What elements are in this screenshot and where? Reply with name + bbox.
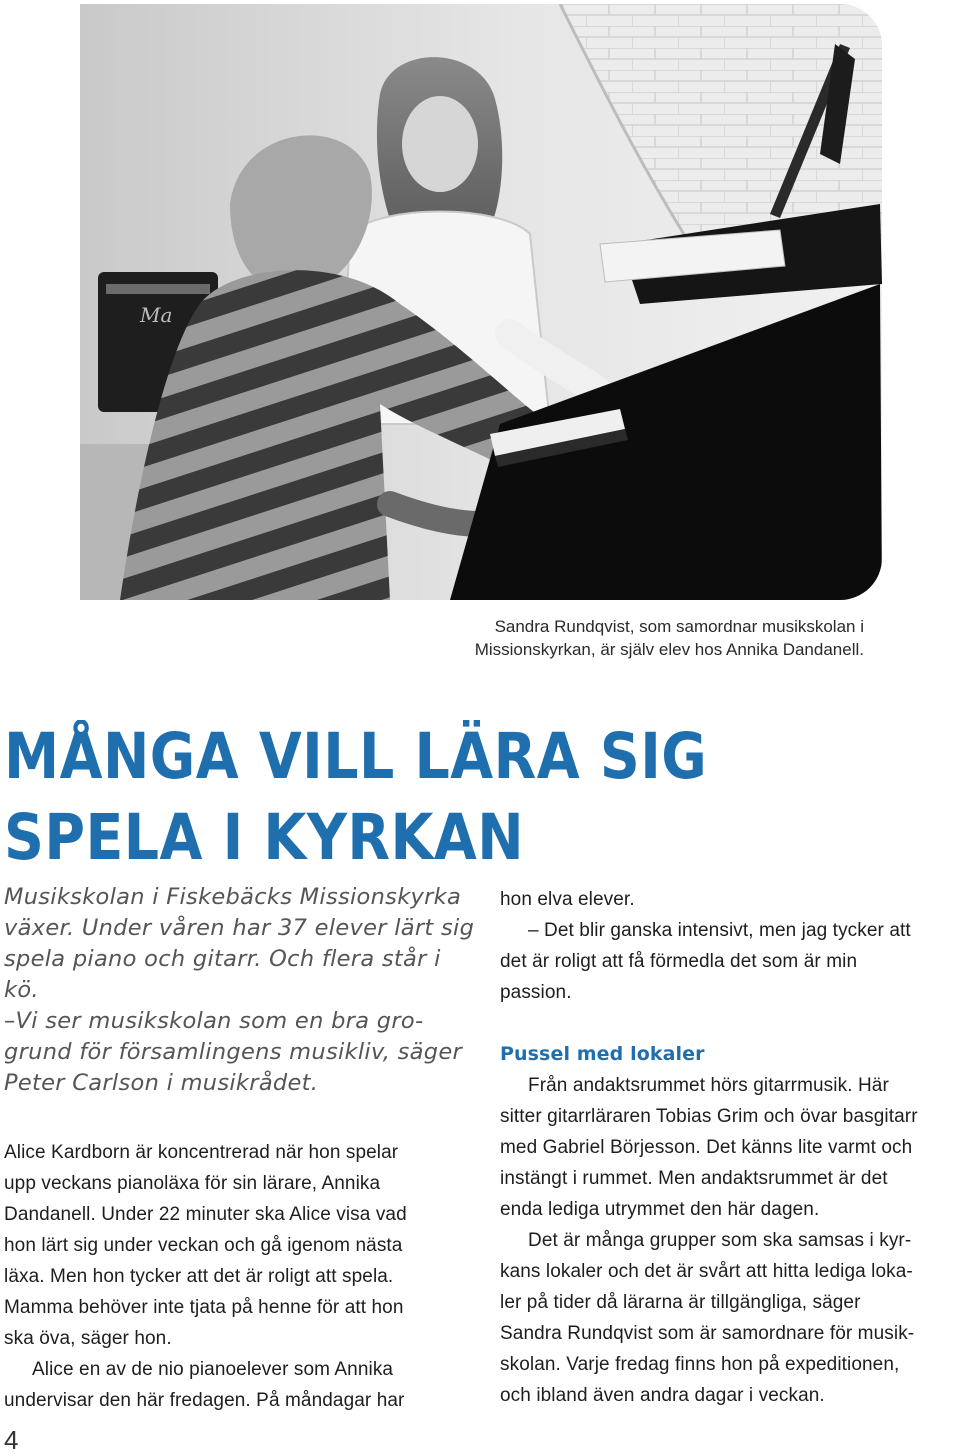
body-line: passion. (500, 982, 572, 1003)
body-line: Sandra Rundqvist som är samordnare för musik- (500, 1323, 915, 1344)
body-line: Mamma behöver inte tjata på henne för att hon (4, 1297, 404, 1318)
body-line: Alice en av de nio pianoelever som Annika (32, 1359, 394, 1380)
body-line: enda lediga utrymmet den här dagen. (500, 1199, 820, 1220)
body-line: ler på tider då lärarna är tillgängliga, säger (500, 1292, 861, 1313)
page-number: 4 (4, 1425, 19, 1455)
body-line: Det är många grupper som ska samsas i kyr- (528, 1230, 912, 1251)
left-body-text (4, 1137, 474, 1416)
article-headline (4, 716, 707, 878)
amplifier-logo: Ma (140, 303, 173, 327)
lead-line: –Vi ser musikskolan som en bra gro- (4, 1008, 424, 1034)
body-line: läxa. Men hon tycker att det är roligt att spela. (4, 1266, 394, 1287)
body-line: Alice Kardborn är koncentrerad när hon spelar (4, 1142, 399, 1163)
body-line: hon elva elever. (500, 889, 635, 910)
body-line: skolan. Varje fredag finns hon på expeditionen, (500, 1354, 900, 1375)
body-line: det är roligt att få förmedla det som är min (500, 951, 858, 972)
body-line: Dandanell. Under 22 minuter ska Alice visa vad (4, 1204, 407, 1225)
left-column (4, 882, 474, 1416)
section-subheading: Pussel med lokaler (500, 1043, 705, 1065)
photo-caption (380, 615, 864, 661)
body-line: sitter gitarrläraren Tobias Grim och övar basgitarr (500, 1106, 918, 1127)
body-line: med Gabriel Börjesson. Det känns lite varmt och (500, 1137, 913, 1158)
lead-line: spela piano och gitarr. Och flera står i (4, 946, 441, 972)
article-photo (80, 4, 882, 600)
lead-line: kö. (4, 977, 39, 1003)
lead-line: Musikskolan i Fiskebäcks Missionskyrka (4, 884, 462, 910)
headline-line: SPELA I KYRKAN (4, 801, 525, 874)
body-line: hon lärt sig under veckan och gå igenom nästa (4, 1235, 403, 1256)
right-column (500, 884, 960, 1411)
body-line: upp veckans pianoläxa för sin lärare, Annika (4, 1173, 381, 1194)
body-line: och ibland även andra dagar i veckan. (500, 1385, 825, 1406)
lead-line: grund för församlingens musikliv, säger (4, 1039, 463, 1065)
body-line: instängt i rummet. Men andaktsrummet är det (500, 1168, 888, 1189)
body-line: – Det blir ganska intensivt, men jag tycker att (528, 920, 911, 941)
body-line: Från andaktsrummet hörs gitarrmusik. Här (528, 1075, 889, 1096)
article-lead (4, 882, 474, 1099)
lead-line: växer. Under våren har 37 elever lärt sig (4, 915, 475, 941)
body-line: kans lokaler och det är svårt att hitta lediga loka- (500, 1261, 913, 1282)
headline-line: MÅNGA VILL LÄRA SIG (4, 720, 708, 793)
lead-line: Peter Carlson i musikrådet. (4, 1070, 319, 1096)
caption-line: Sandra Rundqvist, som samordnar musikskolan i (494, 617, 864, 636)
caption-line: Missionskyrkan, är själv elev hos Annika Dandanell. (474, 640, 864, 659)
body-line: ska öva, säger hon. (4, 1328, 172, 1349)
body-line: undervisar den här fredagen. På måndagar har (4, 1390, 405, 1411)
